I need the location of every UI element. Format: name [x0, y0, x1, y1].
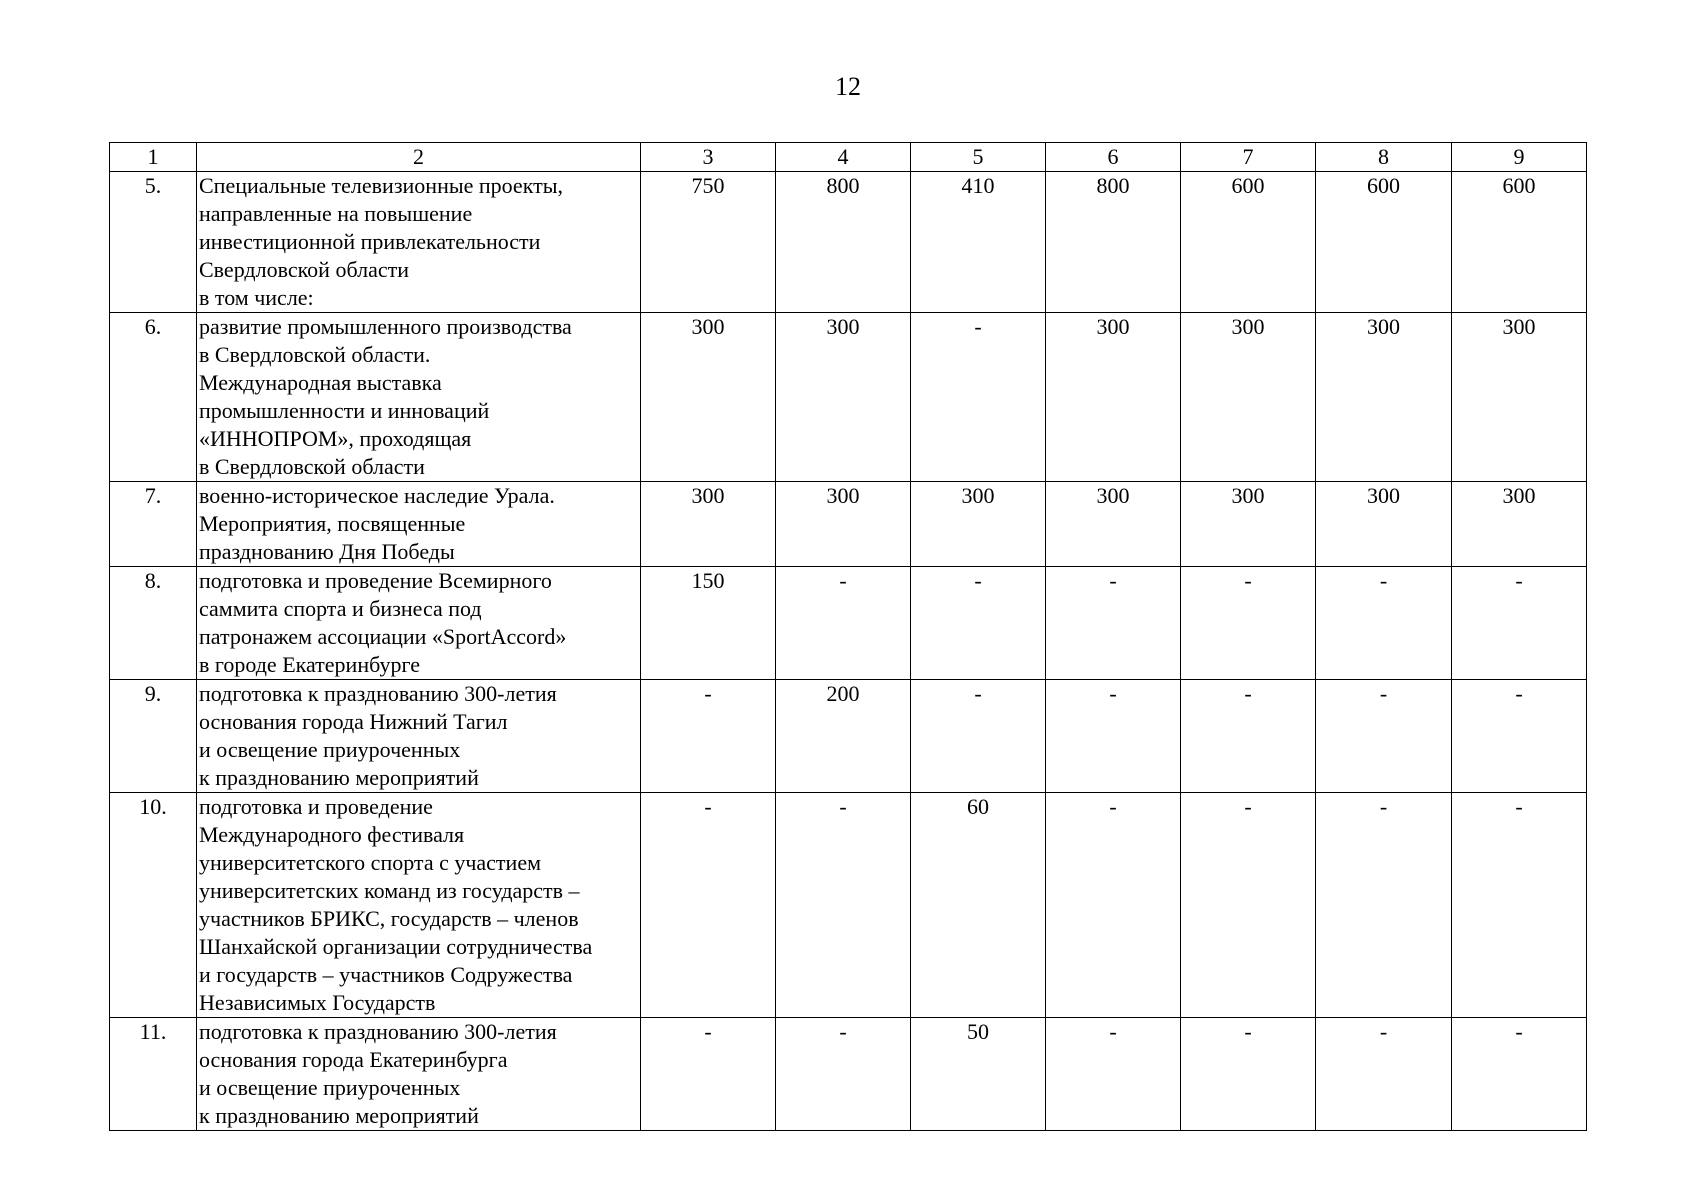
table-header	[110, 143, 1587, 172]
row-number: 9.	[110, 680, 197, 793]
description-line: в Свердловской области.	[199, 342, 431, 367]
value-col-8: 600	[1316, 172, 1452, 313]
value-col-7: 300	[1181, 313, 1316, 482]
value-col-4: 800	[776, 172, 911, 313]
table-row	[110, 313, 1587, 482]
description-line: Специальные телевизионные проекты,	[199, 173, 563, 198]
row-description	[197, 313, 641, 482]
row-number: 8.	[110, 567, 197, 680]
description-line: саммита спорта и бизнеса под	[199, 596, 482, 621]
row-number: 5.	[110, 172, 197, 313]
value-col-6: -	[1046, 680, 1181, 793]
value-col-7: -	[1181, 793, 1316, 1018]
value-col-6: -	[1046, 567, 1181, 680]
header-col-9: 9	[1452, 143, 1587, 172]
value-col-9: -	[1452, 680, 1587, 793]
value-col-8: 300	[1316, 313, 1452, 482]
value-col-8: -	[1316, 793, 1452, 1018]
row-description	[197, 1018, 641, 1131]
value-col-4: 200	[776, 680, 911, 793]
description-line: развитие промышленного производства	[199, 314, 572, 339]
description-line: и освещение приуроченных	[199, 1075, 461, 1100]
description-line: «ИННОПРОМ», проходящая	[199, 426, 472, 451]
description-line: промышленности и инноваций	[199, 398, 490, 423]
description-line: Шанхайской организации сотрудничества	[199, 934, 593, 959]
value-col-7: 600	[1181, 172, 1316, 313]
table-row	[110, 567, 1587, 680]
description-line: основания города Екатеринбурга	[199, 1047, 508, 1072]
value-col-4: 300	[776, 313, 911, 482]
header-col-6: 6	[1046, 143, 1181, 172]
description-line: инвестиционной привлекательности	[199, 229, 541, 254]
description-line: Свердловской области	[199, 257, 409, 282]
value-col-6: 300	[1046, 482, 1181, 567]
value-col-5: 60	[911, 793, 1046, 1018]
row-number: 7.	[110, 482, 197, 567]
description-line: университетского спорта с участием	[199, 850, 542, 875]
value-col-5: 410	[911, 172, 1046, 313]
description-line: направленные на повышение	[199, 201, 473, 226]
value-col-5: -	[911, 680, 1046, 793]
value-col-5: 50	[911, 1018, 1046, 1131]
description-line: в городе Екатеринбурге	[199, 652, 420, 677]
description-line: в том числе:	[199, 285, 314, 310]
header-col-3: 3	[641, 143, 776, 172]
value-col-7: 300	[1181, 482, 1316, 567]
value-col-3: -	[641, 680, 776, 793]
table-row	[110, 680, 1587, 793]
value-col-9: 300	[1452, 482, 1587, 567]
page-number: 12	[835, 72, 861, 101]
value-col-9: -	[1452, 793, 1587, 1018]
description-line: к празднованию мероприятий	[199, 765, 479, 790]
row-description	[197, 567, 641, 680]
value-col-7: -	[1181, 567, 1316, 680]
header-col-2: 2	[197, 143, 641, 172]
description-line: к празднованию мероприятий	[199, 1103, 479, 1128]
description-line: и освещение приуроченных	[199, 737, 461, 762]
value-col-4: -	[776, 1018, 911, 1131]
header-col-7: 7	[1181, 143, 1316, 172]
value-col-7: -	[1181, 680, 1316, 793]
value-col-3: 750	[641, 172, 776, 313]
value-col-4: -	[776, 567, 911, 680]
value-col-6: -	[1046, 793, 1181, 1018]
description-line: Международного фестиваля	[199, 822, 465, 847]
value-col-8: -	[1316, 567, 1452, 680]
budget-table	[109, 142, 1587, 1131]
table-row	[110, 482, 1587, 567]
description-line: празднованию Дня Победы	[199, 539, 455, 564]
description-line: и государств – участников Содружества	[199, 962, 573, 987]
value-col-6: 800	[1046, 172, 1181, 313]
value-col-3: 300	[641, 313, 776, 482]
value-col-4: -	[776, 793, 911, 1018]
row-description	[197, 680, 641, 793]
row-number: 10.	[110, 793, 197, 1018]
table-body	[110, 172, 1587, 1131]
value-col-7: -	[1181, 1018, 1316, 1131]
value-col-5: -	[911, 313, 1046, 482]
value-col-3: -	[641, 1018, 776, 1131]
value-col-9: 600	[1452, 172, 1587, 313]
table-row	[110, 1018, 1587, 1131]
value-col-8: -	[1316, 1018, 1452, 1131]
description-line: подготовка к празднованию 300-летия	[199, 1019, 557, 1044]
description-line: подготовка и проведение Всемирного	[199, 568, 552, 593]
description-line: в Свердловской области	[199, 454, 425, 479]
description-line: университетских команд из государств –	[199, 878, 580, 903]
header-col-4: 4	[776, 143, 911, 172]
value-col-8: -	[1316, 680, 1452, 793]
description-line: подготовка и проведение	[199, 794, 433, 819]
value-col-5: -	[911, 567, 1046, 680]
value-col-9: 300	[1452, 313, 1587, 482]
description-line: патронажем ассоциации «SportAccord»	[199, 624, 567, 649]
table-row	[110, 793, 1587, 1018]
row-description	[197, 482, 641, 567]
value-col-3: 150	[641, 567, 776, 680]
description-line: военно-историческое наследие Урала.	[199, 483, 555, 508]
header-col-5: 5	[911, 143, 1046, 172]
header-row	[110, 143, 1587, 172]
value-col-3: 300	[641, 482, 776, 567]
description-line: Мероприятия, посвященные	[199, 511, 466, 536]
description-line: участников БРИКС, государств – членов	[199, 906, 579, 931]
row-number: 11.	[110, 1018, 197, 1131]
value-col-5: 300	[911, 482, 1046, 567]
value-col-9: -	[1452, 567, 1587, 680]
description-line: Независимых Государств	[199, 990, 436, 1015]
header-col-8: 8	[1316, 143, 1452, 172]
value-col-6: 300	[1046, 313, 1181, 482]
row-number: 6.	[110, 313, 197, 482]
value-col-4: 300	[776, 482, 911, 567]
value-col-9: -	[1452, 1018, 1587, 1131]
description-line: подготовка к празднованию 300-летия	[199, 681, 557, 706]
description-line: Международная выставка	[199, 370, 442, 395]
header-col-1: 1	[110, 143, 197, 172]
value-col-3: -	[641, 793, 776, 1018]
description-line: основания города Нижний Тагил	[199, 709, 508, 734]
row-description	[197, 172, 641, 313]
row-description	[197, 793, 641, 1018]
value-col-6: -	[1046, 1018, 1181, 1131]
value-col-8: 300	[1316, 482, 1452, 567]
table-row	[110, 172, 1587, 313]
